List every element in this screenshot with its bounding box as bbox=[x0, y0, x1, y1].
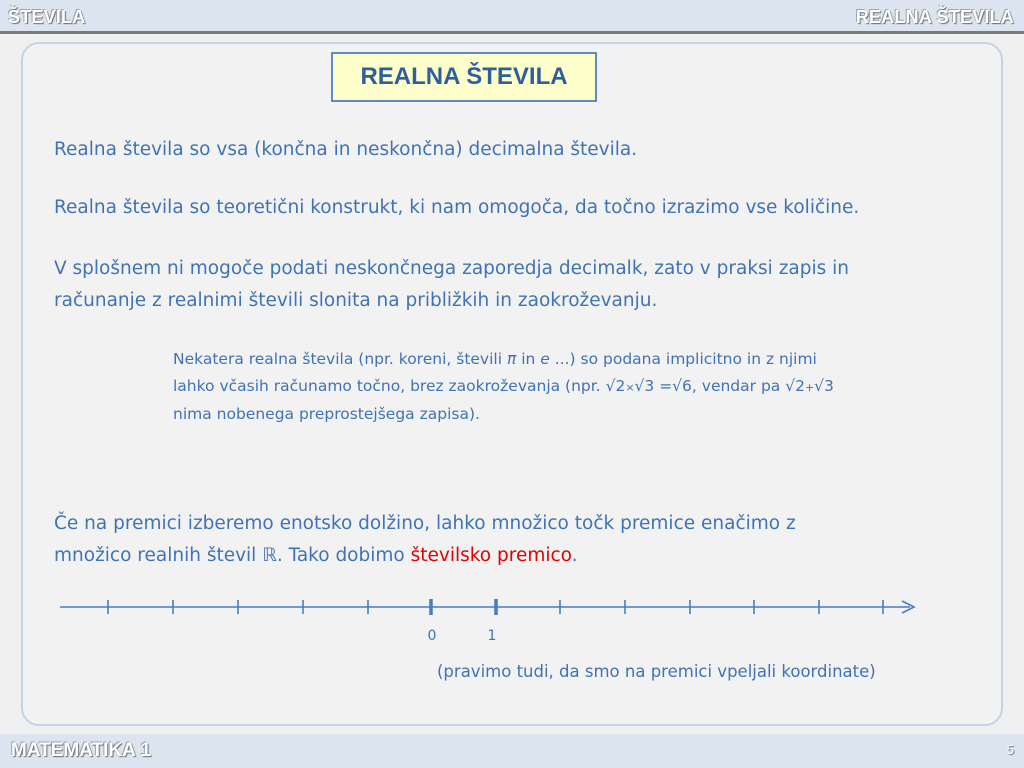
implicit-note-line3: nima nobenega preprostejšega zapisa). bbox=[173, 405, 480, 423]
paragraph-approximation-line1: V splošnem ni mogoče podati neskončnega zaporedja decimalk, zato v praksi zapis in bbox=[54, 258, 850, 279]
paragraph-construct: Realna števila so teoretični konstrukt, ki nam omogoča, da točno izrazimo vse količine. bbox=[54, 197, 860, 218]
e-symbol: e bbox=[540, 350, 550, 368]
implicit-note-line2: lahko včasih računamo točno, brez zaokroževanja (npr. √2×√3 =√6, vendar pa √2+√3 bbox=[173, 377, 834, 395]
highlight-term: številsko premico bbox=[410, 545, 572, 566]
header-bar bbox=[0, 0, 1024, 34]
header-chapter-label: ŠTEVILA bbox=[8, 7, 86, 27]
slide-title: REALNA ŠTEVILA bbox=[331, 52, 597, 102]
paragraph-number-line bbox=[54, 508, 796, 572]
implicit-numbers-note bbox=[173, 346, 963, 428]
paragraph-approximation bbox=[54, 253, 849, 317]
paragraph-approximation-line2: računanje z realnimi števili slonita na približkih in zaokroževanju. bbox=[54, 290, 658, 311]
coordinates-note: (pravimo tudi, da smo na premici vpeljali koordinate) bbox=[437, 662, 876, 681]
page-number: 5 bbox=[1006, 742, 1014, 757]
tick-label-one: 1 bbox=[487, 628, 497, 644]
implicit-note-line1: Nekatera realna števila (npr. koreni, števili π in e ...) so podana implicitno in z njimi bbox=[173, 350, 817, 368]
times-operator: × bbox=[625, 381, 635, 394]
pi-symbol: π bbox=[506, 350, 517, 368]
plus-operator: + bbox=[804, 381, 815, 394]
course-brand: MATEMATIKA 1 bbox=[11, 740, 152, 761]
number-line bbox=[58, 594, 928, 646]
paragraph-definition: Realna števila so vsa (končna in neskončna) decimalna števila. bbox=[54, 139, 638, 160]
paragraph-number-line-line2: množico realnih števil ℝ. Tako dobimo številsko premico. bbox=[54, 545, 578, 566]
paragraph-number-line-line1: Če na premici izberemo enotsko dolžino, lahko množico točk premice enačimo z bbox=[54, 513, 796, 534]
footer-bar bbox=[0, 734, 1024, 768]
header-section-label: REALNA ŠTEVILA bbox=[855, 7, 1014, 27]
tick-label-zero: 0 bbox=[427, 628, 437, 644]
